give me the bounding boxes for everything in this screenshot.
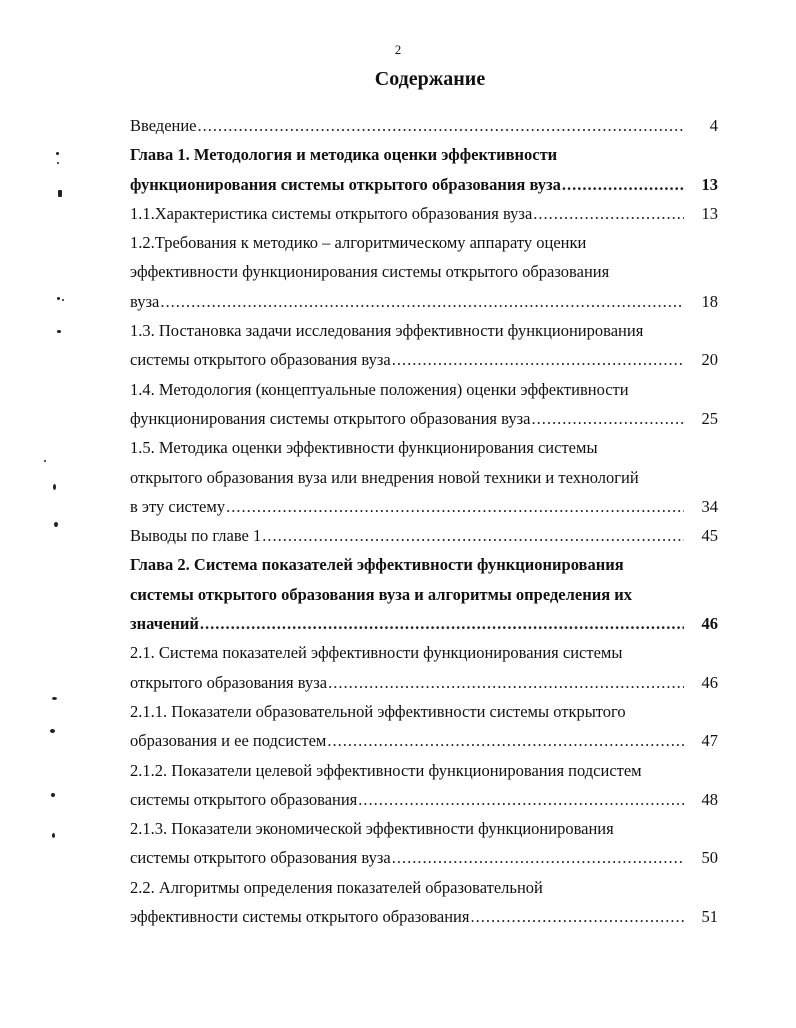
dot-leader [392, 843, 684, 872]
dot-leader [328, 668, 684, 697]
toc-page-number: 18 [701, 291, 718, 311]
toc-entry-line [130, 814, 718, 843]
toc-entry-line [130, 287, 718, 316]
toc-page-number: 46 [701, 614, 718, 634]
toc-entry-line [130, 199, 718, 228]
toc-entry-text: системы открытого образования вуза [130, 848, 391, 868]
toc-entry-text: Глава 1. Методология и методика оценки эффективности [130, 145, 558, 165]
toc-entry-text: Выводы по главе 1 [130, 526, 262, 546]
dot-leader [531, 404, 684, 433]
dot-leader [392, 345, 684, 374]
toc-entry-text: 1.4. Методология (концептуальные положения) оценки эффективности [130, 379, 629, 399]
toc-entry-text: функционирования системы открытого образования вуза [130, 408, 531, 428]
toc-page-number: 47 [701, 731, 718, 751]
dot-leader [200, 609, 684, 638]
toc-entry-text: в эту систему [130, 496, 226, 516]
dot-leader [160, 287, 684, 316]
toc-entry-text: функционирования системы открытого образования вуза [130, 174, 561, 194]
toc-entry-line [130, 111, 718, 140]
toc-entry-line [130, 785, 718, 814]
toc-entry-text: 2.1.3. Показатели экономической эффективности функционирования [130, 819, 614, 839]
toc-entry-text: эффективности системы открытого образования [130, 907, 470, 927]
dot-leader [327, 726, 684, 755]
toc-entry-line [130, 873, 718, 902]
toc-entry-text: 2.1.1. Показатели образовательной эффективности системы открытого [130, 701, 626, 721]
toc-entry-text: открытого образования вуза [130, 672, 328, 692]
toc-entry-text: системы открытого образования вуза и алгоритмы определения их [130, 584, 633, 604]
dot-leader [198, 111, 684, 140]
toc-entry-line [130, 902, 718, 931]
toc-entry-text: 1.2.Требования к методико – алгоритмическому аппарату оценки [130, 233, 587, 253]
toc-entry-line [130, 756, 718, 785]
toc-entry-line [130, 697, 718, 726]
dot-leader [470, 902, 684, 931]
toc-entry-text: 2.2. Алгоритмы определения показателей образовательной [130, 877, 543, 897]
toc-entry-text: системы открытого образования вуза [130, 350, 391, 370]
toc-page-number: 34 [701, 496, 718, 516]
toc-entry-line [130, 638, 718, 667]
toc-entry-line [130, 170, 718, 199]
toc-entry-text: Введение [130, 116, 197, 135]
toc-entry-line [130, 521, 718, 550]
toc-page-number: 48 [701, 789, 718, 809]
toc-entry-line [130, 726, 718, 755]
toc-entry-text: значений [130, 614, 199, 634]
toc-entry-line [130, 375, 718, 404]
toc-entry-text: 2.1. Система показателей эффективности функционирования системы [130, 643, 623, 663]
dot-leader [562, 170, 684, 199]
toc-entry-text: системы открытого образования [130, 789, 358, 809]
toc-entry-line [130, 316, 718, 345]
toc-entry-line [130, 140, 718, 169]
table-of-contents [130, 111, 718, 931]
toc-entry-line [130, 433, 718, 462]
toc-page-number: 13 [701, 203, 718, 223]
dot-leader [226, 492, 684, 521]
toc-entry-text: образования и ее подсистем [130, 731, 327, 751]
toc-entry-line [130, 550, 718, 579]
toc-entry-text: открытого образования вуза или внедрения новой техники и технологий [130, 467, 639, 487]
toc-entry-line [130, 257, 718, 286]
dot-leader [262, 521, 684, 550]
toc-entry-text: 1.1.Характеристика системы открытого образования вуза [130, 203, 533, 223]
toc-page-number: 46 [701, 672, 718, 692]
toc-entry-line [130, 463, 718, 492]
toc-entry-text: 1.3. Постановка задачи исследования эффективности функционирования [130, 321, 644, 341]
toc-entry-text: 1.5. Методика оценки эффективности функционирования системы [130, 438, 598, 458]
toc-entry-line [130, 580, 718, 609]
page-number: 2 [394, 42, 402, 57]
toc-entry-line [130, 228, 718, 257]
toc-page-number: 51 [701, 907, 718, 927]
toc-page-number: 13 [701, 174, 718, 194]
toc-entry-line [130, 404, 718, 433]
dot-leader [533, 199, 684, 228]
toc-entry-text: вуза [130, 291, 160, 311]
toc-entry-text: Глава 2. Система показателей эффективности функционирования [130, 555, 624, 575]
toc-entry-line [130, 609, 718, 638]
dot-leader [358, 785, 684, 814]
toc-entry-line [130, 492, 718, 521]
toc-page-number: 50 [701, 848, 718, 868]
toc-page-number: 25 [701, 408, 718, 428]
toc-page-number: 20 [701, 350, 718, 370]
page-title: Содержание [374, 68, 486, 90]
toc-entry-line [130, 668, 718, 697]
toc-page-number: 45 [701, 526, 718, 546]
toc-entry-line [130, 843, 718, 872]
toc-entry-text: 2.1.2. Показатели целевой эффективности функционирования подсистем [130, 760, 642, 780]
toc-page-number: 4 [709, 116, 718, 135]
toc-entry-line [130, 345, 718, 374]
toc-entry-text: эффективности функционирования системы открытого образования [130, 262, 610, 282]
